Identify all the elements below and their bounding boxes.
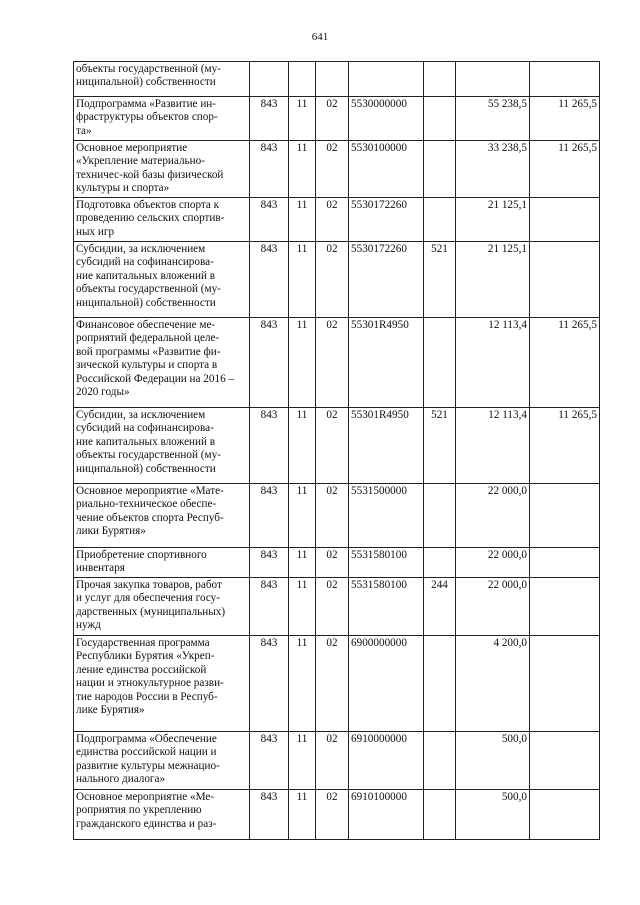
table-row [74, 408, 600, 484]
ved-code: 843 [250, 198, 289, 242]
table-row [74, 578, 600, 636]
item-name [74, 578, 250, 636]
item-name-line: Российской Федерации на 2016 – [76, 372, 235, 385]
page-number: 641 [311, 31, 329, 43]
item-name-line: та» [76, 124, 92, 137]
ved-code: 843 [250, 242, 289, 318]
vr-code [424, 790, 456, 840]
amount-year1: 12 113,4 [456, 408, 530, 484]
vr-code [424, 97, 456, 141]
item-name-line: Прочая закупка товаров, работ [76, 579, 222, 591]
amount-year2 [530, 578, 600, 636]
item-name-line: чение объектов спорта Респуб- [76, 511, 224, 524]
item-name [74, 62, 250, 97]
pr-code: 02 [316, 790, 349, 840]
table-row [74, 484, 600, 548]
item-name [74, 97, 250, 141]
item-name-line: субсидий на софинансирова- [76, 422, 214, 435]
csr-code: 5530100000 [349, 141, 424, 198]
amount-year2 [530, 484, 600, 548]
item-name-line: Подпрограмма «Обеспечение [76, 733, 217, 745]
item-name [74, 408, 250, 484]
table-row [74, 141, 600, 198]
csr-code [349, 62, 424, 97]
table-row [74, 636, 600, 732]
amount-year1: 21 125,1 [456, 242, 530, 318]
ved-code: 843 [250, 790, 289, 840]
table-row [74, 62, 600, 97]
csr-code: 5531580100 [349, 578, 424, 636]
pr-code: 02 [316, 198, 349, 242]
amount-year2 [530, 198, 600, 242]
item-name-line: ниципальной) собственности [76, 76, 216, 89]
pr-code: 02 [316, 578, 349, 636]
item-name-line: и услуг для обеспечения госу- [76, 592, 220, 605]
item-name-line: вой программы «Развитие фи- [76, 345, 221, 358]
csr-code: 6900000000 [349, 636, 424, 732]
amount-year2: 11 265,5 [530, 141, 600, 198]
amount-year1: 33 238,5 [456, 141, 530, 198]
item-name-line: фраструктуры объектов спор- [76, 111, 218, 124]
item-name-line: ние капитальных вложений в [76, 269, 216, 282]
rz-code: 11 [289, 97, 316, 141]
item-name-line: объекты государственной (му- [76, 283, 221, 296]
item-name-line: гражданского единства и раз- [76, 817, 217, 830]
amount-year1 [456, 62, 530, 97]
item-name-line: роприятия по укреплению [76, 804, 202, 817]
item-name-line: 2020 годы» [76, 386, 130, 399]
csr-code: 5531580100 [349, 548, 424, 578]
amount-year1: 4 200,0 [456, 636, 530, 732]
ved-code: 843 [250, 484, 289, 548]
item-name-line: тие народов России в Респуб- [76, 690, 218, 703]
budget-table [73, 61, 600, 840]
item-name-line: инвентаря [76, 562, 125, 575]
rz-code: 11 [289, 242, 316, 318]
ved-code: 843 [250, 141, 289, 198]
pr-code: 02 [316, 548, 349, 578]
pr-code: 02 [316, 484, 349, 548]
item-name-line: нужд [76, 619, 101, 632]
ved-code: 843 [250, 578, 289, 636]
pr-code: 02 [316, 141, 349, 198]
amount-year2 [530, 548, 600, 578]
item-name-line: Финансовое обеспечение ме- [76, 319, 216, 331]
pr-code: 02 [316, 97, 349, 141]
pr-code: 02 [316, 732, 349, 790]
item-name-line: Основное мероприятие «Мате- [76, 485, 224, 497]
rz-code: 11 [289, 141, 316, 198]
csr-code: 6910100000 [349, 790, 424, 840]
amount-year2: 11 265,5 [530, 318, 600, 408]
table-row [74, 732, 600, 790]
csr-code: 55301R4950 [349, 318, 424, 408]
item-name-line: единства российской нации и [76, 746, 217, 759]
ved-code: 843 [250, 548, 289, 578]
rz-code: 11 [289, 578, 316, 636]
table-row [74, 548, 600, 578]
pr-code: 02 [316, 242, 349, 318]
item-name [74, 318, 250, 408]
amount-year2: 11 265,5 [530, 97, 600, 141]
table-row [74, 198, 600, 242]
amount-year1: 21 125,1 [456, 198, 530, 242]
item-name-line: культуры и спорта» [76, 182, 170, 195]
vr-code [424, 318, 456, 408]
pr-code: 02 [316, 408, 349, 484]
table-body [74, 62, 600, 840]
ved-code: 843 [250, 732, 289, 790]
vr-code: 244 [424, 578, 456, 636]
item-name-line: ниципальной) собственности [76, 462, 216, 475]
item-name-line: объекты государственной (му- [76, 449, 221, 462]
vr-code [424, 636, 456, 732]
item-name-line: Основное мероприятие [76, 142, 188, 154]
item-name-line: техничес-кой базы физической [76, 168, 224, 181]
rz-code [289, 62, 316, 97]
amount-year2 [530, 732, 600, 790]
ved-code: 843 [250, 636, 289, 732]
item-name-line: нации и этнокультурное разви- [76, 677, 224, 690]
vr-code: 521 [424, 408, 456, 484]
amount-year1: 55 238,5 [456, 97, 530, 141]
vr-code [424, 198, 456, 242]
item-name [74, 484, 250, 548]
item-name-line: проведению сельских спортив- [76, 212, 225, 225]
item-name-line: роприятий федеральной целе- [76, 332, 220, 345]
amount-year1: 22 000,0 [456, 548, 530, 578]
rz-code: 11 [289, 198, 316, 242]
vr-code [424, 732, 456, 790]
vr-code [424, 141, 456, 198]
item-name-line: ниципальной) собственности [76, 296, 216, 309]
item-name-line: нального диалога» [76, 773, 166, 786]
ved-code [250, 62, 289, 97]
amount-year2: 11 265,5 [530, 408, 600, 484]
item-name-line: развитие культуры межнацио- [76, 759, 220, 772]
amount-year1: 500,0 [456, 790, 530, 840]
item-name-line: лике Бурятия» [76, 704, 145, 717]
vr-code [424, 548, 456, 578]
ved-code: 843 [250, 97, 289, 141]
rz-code: 11 [289, 408, 316, 484]
item-name-line: ных игр [76, 225, 115, 238]
csr-code: 6910000000 [349, 732, 424, 790]
table-row [74, 97, 600, 141]
amount-year1: 22 000,0 [456, 578, 530, 636]
item-name [74, 790, 250, 840]
item-name-line: дарственных (муниципальных) [76, 605, 226, 618]
ved-code: 843 [250, 408, 289, 484]
csr-code: 5530172260 [349, 242, 424, 318]
item-name [74, 732, 250, 790]
csr-code: 5531500000 [349, 484, 424, 548]
pr-code: 02 [316, 318, 349, 408]
item-name-line: ление единства российской [76, 663, 207, 676]
pr-code [316, 62, 349, 97]
amount-year2 [530, 62, 600, 97]
rz-code: 11 [289, 790, 316, 840]
vr-code: 521 [424, 242, 456, 318]
table-row [74, 790, 600, 840]
item-name [74, 198, 250, 242]
ved-code: 843 [250, 318, 289, 408]
item-name-line: «Укрепление материально- [76, 155, 205, 168]
item-name-line: субсидий на софинансирова- [76, 256, 214, 269]
item-name-line: Государственная программа [76, 637, 210, 649]
table-row [74, 242, 600, 318]
amount-year2 [530, 242, 600, 318]
item-name [74, 141, 250, 198]
item-name-line: объекты государственной (му- [76, 63, 221, 75]
rz-code: 11 [289, 548, 316, 578]
rz-code: 11 [289, 318, 316, 408]
item-name-line: Субсидии, за исключением [76, 243, 206, 255]
rz-code: 11 [289, 732, 316, 790]
item-name-line: Подготовка объектов спорта к [76, 199, 220, 211]
vr-code [424, 62, 456, 97]
rz-code: 11 [289, 636, 316, 732]
pr-code: 02 [316, 636, 349, 732]
item-name [74, 636, 250, 732]
item-name [74, 548, 250, 578]
item-name-line: риально-техническое обеспе- [76, 498, 217, 511]
item-name-line: ние капитальных вложений в [76, 435, 216, 448]
csr-code: 5530172260 [349, 198, 424, 242]
amount-year1: 22 000,0 [456, 484, 530, 548]
amount-year1: 12 113,4 [456, 318, 530, 408]
rz-code: 11 [289, 484, 316, 548]
item-name-line: Основное мероприятие «Ме- [76, 791, 215, 803]
csr-code: 55301R4950 [349, 408, 424, 484]
item-name [74, 242, 250, 318]
item-name-line: лики Бурятия» [76, 525, 146, 538]
amount-year2 [530, 636, 600, 732]
item-name-line: Республики Бурятия «Укреп- [76, 650, 215, 663]
item-name-line: Приобретение спортивного [76, 549, 207, 561]
table-row [74, 318, 600, 408]
item-name-line: Подпрограмма «Развитие ин- [76, 98, 217, 110]
amount-year1: 500,0 [456, 732, 530, 790]
vr-code [424, 484, 456, 548]
csr-code: 5530000000 [349, 97, 424, 141]
item-name-line: Субсидии, за исключением [76, 409, 206, 421]
item-name-line: зической культуры и спорта в [76, 359, 218, 372]
amount-year2 [530, 790, 600, 840]
